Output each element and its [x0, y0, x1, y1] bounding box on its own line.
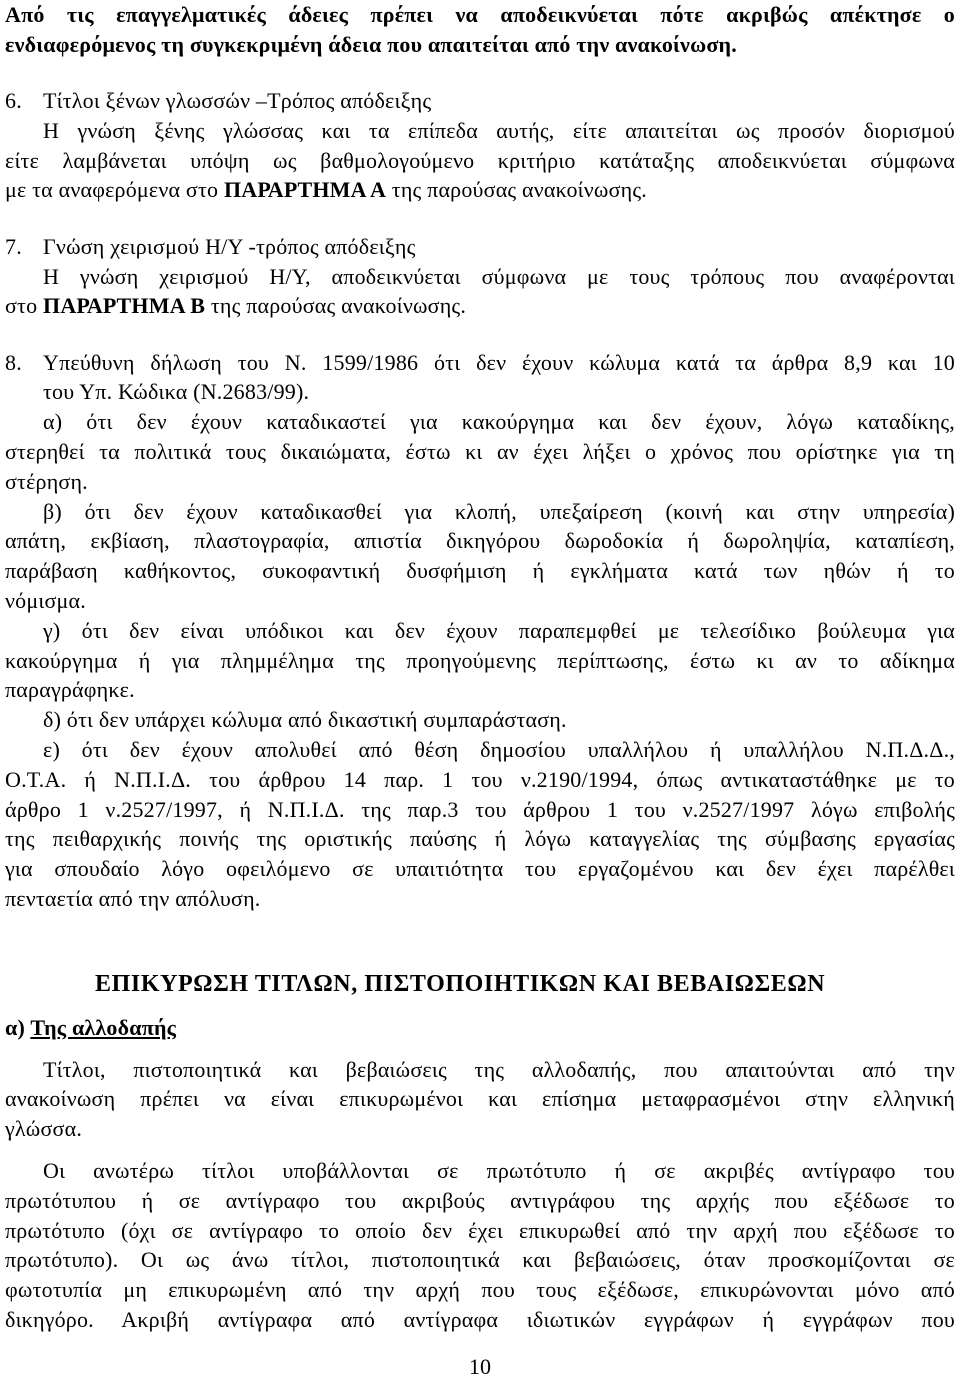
- clause-b-line: νόμισμα.: [5, 588, 86, 614]
- intro-line: Από τις επαγγελματικές άδειες πρέπει να αποδεικνύεται πότε ακριβώς απέκτησε ο: [5, 2, 955, 27]
- section-heading: ΕΠΙΚΥΡΩΣΗ ΤΙΤΛΩΝ, ΠΙΣΤΟΠΟΙΗΤΙΚΩΝ ΚΑΙ ΒΕΒΑΙΩΣΕΩΝ: [95, 971, 826, 997]
- paragraph-line: πρωτότυπο). Οι ως άνω τίτλοι, πιστοποιητικά και βεβαιώσεις, όταν προσκομίζονται σε: [5, 1247, 955, 1273]
- text-line: Η γνώση ξένης γλώσσας και τα επίπεδα αυτής, είτε απαιτείται ως προσόν διορισμού: [43, 117, 955, 143]
- clause-a-line: στερηθεί τα πολιτικά τους δικαιώματα, έστω κι αν έχει λήξει ο χρόνος που ορίστηκε για τη: [5, 439, 955, 465]
- clause-e-line: για σπουδαίο λόγο οφειλόμενο σε υπαιτιότητα του εργαζομένου και δεν έχει παρέλθει: [5, 856, 955, 882]
- clause-a-line: στέρηση.: [5, 468, 88, 494]
- subsection-title: Της αλλοδαπής: [30, 1014, 177, 1040]
- paragraph-line: ανακοίνωση πρέπει να είναι επικυρωμένοι και επίσημα μεταφρασμένοι στην ελληνική: [5, 1086, 955, 1112]
- item-title: Υπεύθυνη δήλωση του Ν. 1599/1986 ότι δεν έχουν κώλυμα κατά τα άρθρα 8,9 και 10: [43, 349, 955, 375]
- clause-e-line: ε) ότι δεν έχουν απολυθεί από θέση δημοσίου υπαλλήλου ή υπαλλήλου Ν.Π.Δ.Δ.,: [43, 737, 955, 763]
- paragraph-line: πρωτότυπο (όχι σε αντίγραφο το οποίο δεν έχει επικυρωθεί από την αρχή που εξέδωσε το: [5, 1217, 955, 1243]
- text-line: [5, 175, 955, 205]
- paragraph-line: Οι ανωτέρω τίτλοι υποβάλλονται σε πρωτότυπο ή σε ακριβές αντίγραφο του: [43, 1157, 955, 1183]
- item-number: 8.: [5, 349, 22, 375]
- clause-e-line: της πειθαρχικής ποινής της οριστικής παύσης ή λόγω καταγγελίας της σύμβασης εργασίας: [5, 826, 955, 852]
- line-text: με τα αναφερόμενα στο: [5, 177, 219, 203]
- paragraph-line: πρωτότυπου ή σε αντίγραφο του ακριβούς αντιγράφου της αρχής που εξέδωσε το: [5, 1187, 955, 1213]
- clause-c-line: κακούργημα ή για πλημμέλημα της προηγούμενης περίπτωσης, έστω κι αν το αδίκημα: [5, 647, 955, 673]
- clause-e-line: Ο.Τ.Α. ή Ν.Π.Ι.Δ. του άρθρου 14 παρ. 1 του ν.2190/1994, όπως αντικαταστάθηκε με το: [5, 766, 955, 792]
- item-title: Τίτλοι ξένων γλωσσών –Τρόπος απόδειξης: [43, 88, 432, 114]
- item-number: 7.: [5, 233, 22, 259]
- item-heading-6: [5, 86, 955, 116]
- paragraph-line: φωτοτυπία μη επικυρωμένη από την αρχή που τους εξέδωσε, επικυρώνονται μόνο από: [5, 1277, 955, 1303]
- paragraph-line: δικηγόρο. Ακριβή αντίγραφα από αντίγραφα ιδιωτικών εγγράφων ή εγγράφων που: [5, 1306, 955, 1332]
- item-number: 6.: [5, 88, 22, 114]
- clause-e-line: πενταετία από την απόλυση.: [5, 886, 261, 912]
- page-number: 10: [469, 1354, 491, 1379]
- clause-b-line: παράβαση καθήκοντος, συκοφαντική δυσφήμιση ή εγκλήματα κατά των ηθών ή το: [5, 558, 955, 584]
- subsection-marker: α): [5, 1014, 26, 1040]
- text-line: [5, 291, 955, 321]
- clause-d-line: δ) ότι δεν υπάρχει κώλυμα από δικαστική συμπαράσταση.: [43, 707, 567, 733]
- clause-b-line: απάτη, εκβίαση, πλαστογραφία, απιστία δικηγόρου δωροδοκία ή δωροληψία, καταπίεση,: [5, 528, 955, 554]
- line-text: στο: [5, 293, 38, 319]
- line-text: της παρούσας ανακοίνωσης.: [210, 293, 467, 319]
- clause-c-line: παραγράφηκε.: [5, 677, 135, 703]
- clause-e-line: άρθρο 1 ν.2527/1997, ή Ν.Π.Ι.Δ. της παρ.3 του άρθρου 1 του ν.2527/1997 λόγω επιβολής: [5, 796, 955, 822]
- paragraph-line: Τίτλοι, πιστοποιητικά και βεβαιώσεις της αλλοδαπής, που απαιτούνται από την: [43, 1056, 955, 1082]
- line-text: της παρούσας ανακοίνωσης.: [391, 177, 647, 203]
- appendix-reference: ΠΑΡΑΡΤΗΜΑ Β: [43, 293, 206, 319]
- clause-b-line: β) ότι δεν έχουν καταδικασθεί για κλοπή, υπεξαίρεση (κοινή και στην υπηρεσία): [43, 498, 955, 524]
- text-line: είτε λαμβάνεται υπόψη ως βαθμολογούμενο κριτήριο κατάταξης αποδεικνύεται σύμφωνα: [5, 147, 955, 173]
- text-line: Η γνώση χειρισμού Η/Υ, αποδεικνύεται σύμφωνα με τους τρόπους που αναφέρονται: [43, 263, 955, 289]
- item-heading-7: [5, 232, 955, 262]
- intro-line: ενδιαφερόμενος τη συγκεκριμένη άδεια που απαιτείται από την ανακοίνωση.: [5, 31, 737, 57]
- item-title: Γνώση χειρισμού Η/Υ -τρόπος απόδειξης: [43, 233, 416, 259]
- subsection-heading: [5, 1013, 955, 1043]
- paragraph-line: γλώσσα.: [5, 1116, 83, 1142]
- clause-a-line: α) ότι δεν έχουν καταδικαστεί για κακούργημα και δεν έχουν, λόγω καταδίκης,: [43, 409, 955, 435]
- item-title-continuation: του Υπ. Κώδικα (Ν.2683/99).: [43, 379, 310, 405]
- appendix-reference: ΠΑΡΑΡΤΗΜΑ Α: [223, 177, 387, 203]
- clause-c-line: γ) ότι δεν είναι υπόδικοι και δεν έχουν παραπεμφθεί με τελεσίδικο βούλευμα για: [43, 617, 955, 643]
- item-heading-8: [5, 348, 955, 378]
